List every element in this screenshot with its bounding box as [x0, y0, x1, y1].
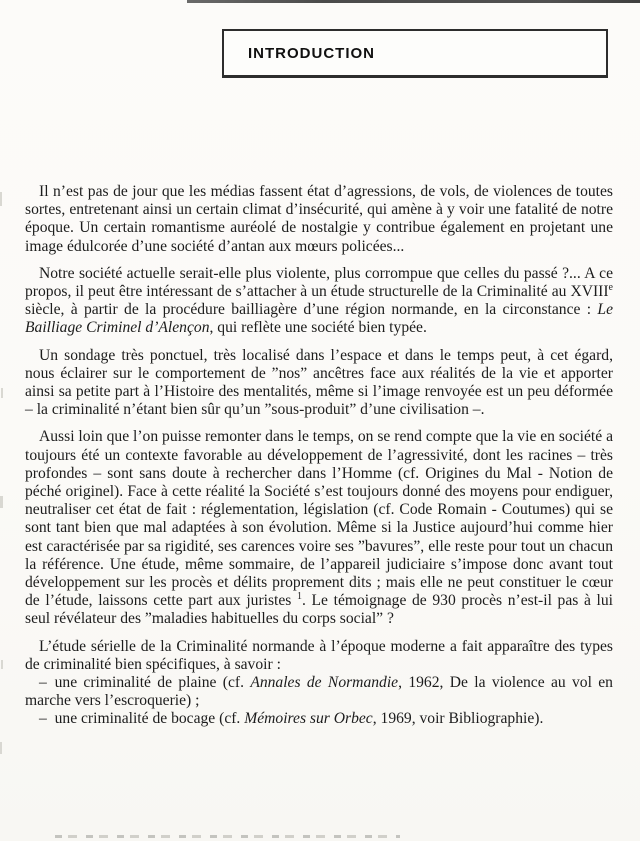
text-run: , qui reflète une société bien typée.	[209, 319, 427, 337]
paragraph-societe-actuelle	[25, 265, 613, 338]
paragraph-etude-serielle	[25, 638, 613, 674]
text-run: Un sondage très ponctuel, très localisé dans l’espace et dans le temps peut, à cet égard, nous éclairer sur le comportement de ”nos” ancêtres face aux réalités de la vie et apporter ainsi sa petite part à l’Histoire des mentalités, même si l’image renvoyée est un peu déformée – la criminalité n’étant bien sûr qu’un ”sous-produit” d’une civilisation –.	[25, 346, 613, 419]
italic-run: Annales de Normandie	[250, 674, 399, 692]
italic-run: Mémoires sur Orbec	[244, 710, 373, 728]
text-run: L’étude sérielle de la Criminalité normande à l’époque moderne a fait apparaître des types de criminalité bien spécifiques, à savoir :	[25, 637, 613, 673]
scan-edge-mark	[1, 660, 3, 669]
text-run: – une criminalité de bocage (cf.	[39, 710, 245, 728]
text-run: – une criminalité de plaine (cf.	[39, 674, 251, 692]
list-item-criminalite-plaine	[25, 674, 613, 710]
paragraph-aussi-loin	[25, 428, 613, 628]
scan-edge-mark	[0, 496, 3, 508]
superscript-run: e	[608, 281, 613, 293]
paragraph-sondage	[25, 347, 613, 420]
superscript-run: 1	[297, 591, 302, 603]
scan-edge-mark	[0, 742, 2, 754]
body-text	[25, 183, 613, 729]
text-run: , 1962, De la violence au vol en marche vers l’escroquerie) ;	[25, 674, 613, 710]
text-run: , 1969, voir Bibliographie).	[372, 710, 544, 728]
list-item-criminalite-bocage	[25, 710, 613, 728]
italic-run: Le Bailliage Criminel d’Alençon	[25, 301, 613, 337]
chapter-heading-box	[222, 29, 608, 78]
scan-edge-mark	[1, 388, 3, 398]
text-run: Aussi loin que l’on puisse remonter dans le temps, on se rend compte que la vie en société a toujours été un contexte favorable au développement de l’agressivité, dont les racines – très profondes – sont sans doute à rechercher dans l’Homme (cf. Origines du Mal - Notion de péché originel). Face à cette réalité la Société s’est toujours donné des moyens pour endiguer, neutraliser cet état de fait : réglementation, législation (cf. Code Romain - Coutumes) qui se sont tant bien que mal adaptées à son évolution. Même si la Justice aujourd’hui comme hier est caractérisée par sa rigidité, ses carences voire ses ”bavures”, elle reste pour tout un chacun la référence. Une étude, même sommaire, de l’appareil judiciaire s’impose donc avant tout développement sur les procès et délits proprement dits ; mais elle ne peut constituer le cœur de l’étude, laissons cette part aux juristes	[25, 428, 613, 610]
text-run: Notre société actuelle serait-elle plus violente, plus corrompue que celles du passé ?... A ce propos, il peut être intéressant de s’attacher à un étude structurelle de la Criminalité au XVIII	[25, 264, 613, 301]
paragraph-medias	[25, 183, 613, 256]
scan-edge-mark	[0, 192, 2, 206]
chapter-title: INTRODUCTION	[248, 45, 375, 62]
text-run: siècle, à partir de la procédure bailliagère d’une région normande, en la circonstance :	[25, 301, 598, 319]
footnote-fragment-clipped	[55, 835, 400, 838]
scan-edge-top-line	[187, 0, 640, 3]
text-run: . Le témoignage de 930 procès n’est-il pas à lui seul révélateur des ”maladies habituelles du corps social” ?	[25, 592, 613, 628]
text-run: Il n’est pas de jour que les médias fassent état d’agressions, de vols, de violences de toutes sortes, entretenant ainsi un certain climat d’insécurité, qui amène à y voir une fatalité de notre époque. Un certain romantisme auréolé de nostalgie y contribue également en projetant une image édulcorée d’une société d’antan aux mœurs policées...	[25, 183, 613, 255]
